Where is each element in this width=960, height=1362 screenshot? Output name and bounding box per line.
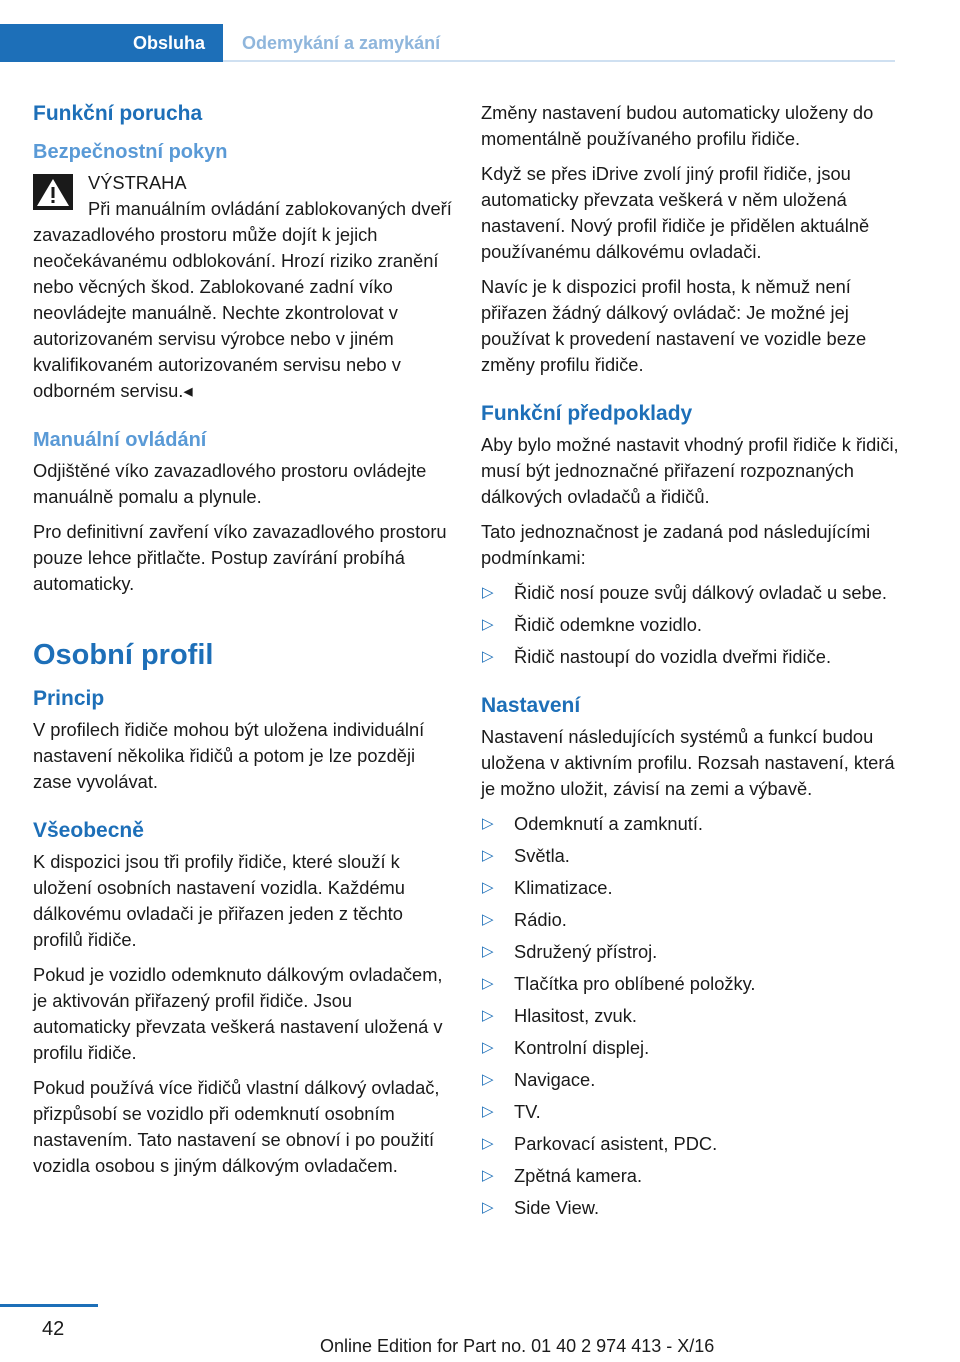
warning-block (33, 170, 453, 404)
principle-paragraph: V profilech řidiče mohou být uložena individuální nastavení několika řidičů a potom je lze později zase vyvolávat. (33, 719, 425, 792)
heading-principle: Princip (33, 687, 105, 710)
list-item (481, 580, 901, 606)
list-item-text: Side View. (514, 1197, 600, 1218)
warning-text: Při manuálním ovládání zablokovaných dveří zavazadlového prostoru může dojít k jejich neočekávanému odblokování. Hrozí riziko zranění nebo věcných škod. Zablokované zadní víko neovládejte manuálně. Nechte zkontrolovat v autorizovaném servisu výrobce nebo v jiném kvalifikovaném autorizovaném servisu nebo v odborném servisu.◂ (33, 198, 452, 401)
heading-settings: Nastavení (481, 694, 581, 717)
list-item (481, 875, 901, 901)
footer-rule (0, 1304, 98, 1307)
triangle-bullet-icon: ▷ (482, 943, 494, 960)
triangle-bullet-icon: ▷ (482, 584, 494, 601)
list-item (481, 1099, 901, 1125)
list-item (481, 907, 901, 933)
triangle-bullet-icon: ▷ (482, 975, 494, 992)
list-item-text: Řidič nosí pouze svůj dálkový ovladač u sebe. (514, 582, 887, 603)
list-item (481, 1163, 901, 1189)
list-item (481, 939, 901, 965)
list-item-text: Hlasitost, zvuk. (514, 1005, 637, 1026)
list-item (481, 971, 901, 997)
heading-safety-note: Bezpečnostní pokyn (33, 141, 228, 163)
list-item-text: Kontrolní displej. (514, 1037, 650, 1058)
triangle-bullet-icon: ▷ (482, 1071, 494, 1088)
left-column (33, 100, 453, 1188)
list-item-text: Odemknutí a zamknutí. (514, 813, 703, 834)
header-divider (223, 60, 895, 62)
manual-paragraph-1: Odjištěné víko zavazadlového prostoru ovládejte manuálně pomalu a plynule. (33, 460, 427, 507)
triangle-bullet-icon: ▷ (482, 1135, 494, 1152)
list-item (481, 843, 901, 869)
list-item-text: Světla. (514, 845, 570, 866)
general-paragraph-1: K dispozici jsou tři profily řidiče, které slouží k uložení osobních nastavení vozidla. Každému dálkovému ovladači je přiřazen jeden z těchto profilů řidiče. (33, 851, 405, 950)
profile-paragraph-3: Navíc je k dispozici profil hosta, k němuž není přiřazen žádný dálkový ovládač: Je možné jej používat k provedení nastavení ve vozidle beze změny profilu řidiče. (481, 276, 867, 375)
page-header (0, 0, 895, 62)
heading-personal-profile: Osobní profil (33, 639, 214, 671)
list-item (481, 1035, 901, 1061)
heading-manual-operation: Manuální ovládání (33, 429, 207, 451)
prerequisites-list (481, 580, 901, 670)
triangle-bullet-icon: ▷ (482, 1167, 494, 1184)
settings-paragraph: Nastavení následujících systémů a funkcí budou uložena v aktivním profilu. Rozsah nastavení, která je možno uložit, závisí na zemi a výbavě. (481, 726, 895, 799)
settings-list (481, 811, 901, 1221)
triangle-bullet-icon: ▷ (482, 616, 494, 633)
list-item-text: Parkovací asistent, PDC. (514, 1133, 718, 1154)
heading-prerequisites: Funkční předpoklady (481, 402, 693, 425)
triangle-bullet-icon: ▷ (482, 1007, 494, 1024)
prerequisites-paragraph-2: Tato jednoznačnost je zadaná pod následujícími podmínkami: (481, 521, 871, 568)
list-item-text: Sdružený přístroj. (514, 941, 658, 962)
tab-obsluha (0, 24, 223, 62)
triangle-bullet-icon: ▷ (482, 815, 494, 832)
triangle-bullet-icon: ▷ (482, 879, 494, 896)
profile-paragraph-1: Změny nastavení budou automaticky uloženy do momentálně používaného profilu řidiče. (481, 102, 874, 149)
list-item-text: TV. (514, 1101, 541, 1122)
page-number: 42 (42, 1318, 65, 1340)
list-item (481, 811, 901, 837)
general-paragraph-3: Pokud používá více řidičů vlastní dálkový ovladač, přizpůsobí se vozidlo při odemknutí osobním nastavením. Tato nastavení se obnoví i po použití vozidla osobou s jiným dálkovým ovladačem. (33, 1077, 440, 1176)
warning-title: VÝSTRAHA (88, 172, 187, 193)
list-item-text: Řidič nastoupí do vozidla dveřmi řidiče. (514, 646, 832, 667)
list-item-text: Navigace. (514, 1069, 596, 1090)
triangle-bullet-icon: ▷ (482, 911, 494, 928)
heading-general: Všeobecně (33, 819, 144, 842)
list-item-text: Zpětná kamera. (514, 1165, 643, 1186)
list-item-text: Rádio. (514, 909, 567, 930)
list-item (481, 1003, 901, 1029)
list-item-text: Klimatizace. (514, 877, 613, 898)
section-title: Odemykání a zamykání (242, 32, 441, 53)
edition-note: Online Edition for Part no. 01 40 2 974 413 - X/16 (320, 1336, 715, 1356)
list-item-text: Řidič odemkne vozidlo. (514, 614, 702, 635)
heading-malfunction: Funkční porucha (33, 102, 203, 125)
list-item-text: Tlačítka pro oblíbené položky. (514, 973, 756, 994)
triangle-bullet-icon: ▷ (482, 1103, 494, 1120)
profile-paragraph-2: Když se přes iDrive zvolí jiný profil řidiče, jsou automaticky převzata veškerá v něm uložená nastavení. Nový profil řidiče je přidělen aktuálně používanému dálkovému ovladači. (481, 163, 870, 262)
triangle-bullet-icon: ▷ (482, 847, 494, 864)
manual-paragraph-2: Pro definitivní zavření víko zavazadlového prostoru pouze lehce přitlačte. Postup zavírání probíhá automaticky. (33, 521, 447, 594)
list-item (481, 1195, 901, 1221)
list-item (481, 1131, 901, 1157)
triangle-bullet-icon: ▷ (482, 648, 494, 665)
prerequisites-paragraph-1: Aby bylo možné nastavit vhodný profil řidiče k řidiči, musí být jednoznačné přiřazení rozpoznaných dálkových ovladačů a řidičů. (481, 434, 899, 507)
right-column (481, 100, 901, 1233)
list-item (481, 644, 901, 670)
triangle-bullet-icon: ▷ (482, 1039, 494, 1056)
triangle-bullet-icon: ▷ (482, 1199, 494, 1216)
list-item (481, 612, 901, 638)
general-paragraph-2: Pokud je vozidlo odemknuto dálkovým ovladačem, je aktivován přiřazený profil řidiče. Jsou automaticky převzata veškerá nastavení uložená v profilu řidiče. (33, 964, 443, 1063)
warning-triangle-icon (33, 174, 73, 210)
list-item (481, 1067, 901, 1093)
tab-obsluha-label: Obsluha (132, 32, 205, 53)
